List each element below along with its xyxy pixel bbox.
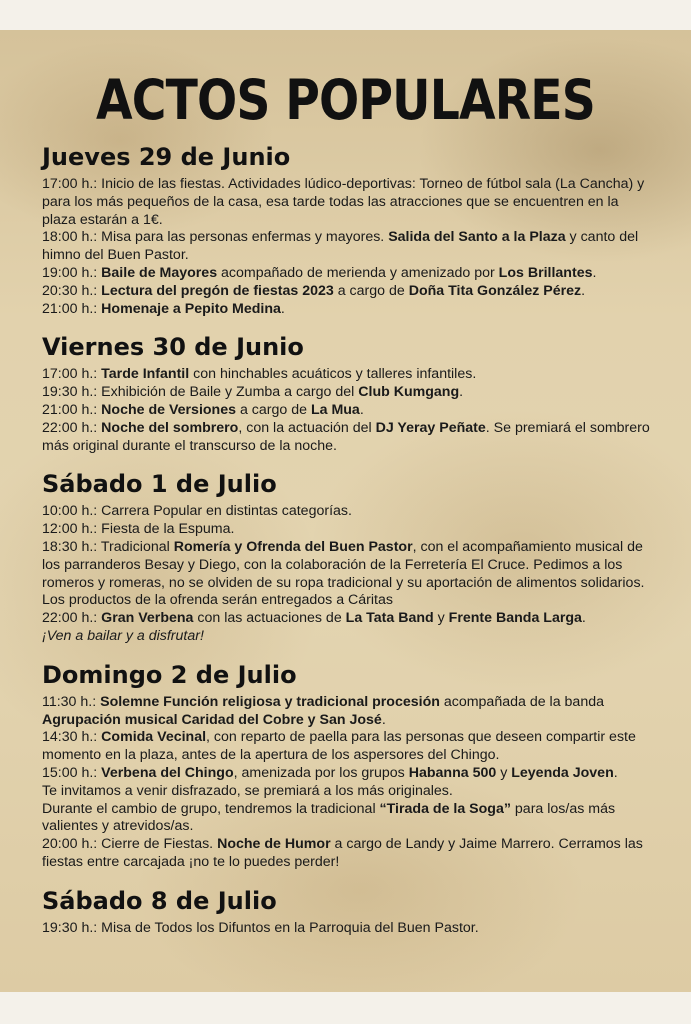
event-highlight: Romería y Ofrenda del Buen Pastor bbox=[173, 538, 413, 555]
event-text: 19:30 h.: Misa de Todos los Difuntos en la Parroquia del Buen Pastor. bbox=[42, 919, 479, 936]
day-section bbox=[42, 142, 654, 318]
event-text: 20:00 h.: Cierre de Fiestas. bbox=[42, 836, 218, 853]
event-line bbox=[42, 503, 654, 521]
day-section bbox=[42, 469, 654, 645]
day-heading: Sábado 1 de Julio bbox=[42, 470, 277, 499]
event-text: 11:30 h.: bbox=[42, 693, 101, 710]
event-line bbox=[42, 783, 654, 801]
event-highlight: Tarde Infantil bbox=[101, 366, 190, 383]
event-line bbox=[42, 694, 654, 730]
event-text: . bbox=[581, 610, 586, 627]
page-title: ACTOS POPULARES bbox=[96, 68, 595, 132]
event-highlight: Agrupación musical Caridad del Cobre y San José bbox=[42, 711, 382, 728]
event-text: . bbox=[613, 764, 618, 781]
event-line bbox=[42, 402, 654, 420]
event-text: acompañada de la banda bbox=[439, 693, 604, 710]
event-highlight: Lectura del pregón de fiestas 2023 bbox=[101, 282, 334, 299]
poster bbox=[0, 30, 691, 992]
event-text: a cargo de Landy y Jaime Marrero. Cerramos las fiestas entre carcajada ¡no te lo puedes perder! bbox=[42, 836, 643, 870]
event-text: , con el acompañamiento musical de los parranderos Besay y Diego, con la colaboración de la Ferretería El Cruce. Pedimos a los romeros y romeras, no se olviden de su ropa tradicional y su aportación de alimentos solidarios. bbox=[42, 538, 645, 591]
event-text: 18:30 h.: Tradicional bbox=[42, 538, 174, 555]
event-highlight: Baile de Mayores bbox=[101, 264, 218, 281]
event-line bbox=[42, 229, 654, 265]
event-line bbox=[42, 592, 654, 610]
event-text: . bbox=[581, 282, 586, 299]
program-content bbox=[42, 142, 654, 952]
event-highlight: Salida del Santo a la Plaza bbox=[388, 229, 566, 246]
event-line bbox=[42, 301, 654, 319]
event-text: y bbox=[496, 764, 512, 781]
event-text: Durante el cambio de grupo, tendremos la tradicional bbox=[42, 800, 380, 817]
event-text: , con reparto de paella para las personas que deseen compartir este momento en la plaza, antes de la apertura de los aspersores del Chingo. bbox=[42, 729, 636, 764]
event-text: 20:30 h.: bbox=[42, 282, 102, 299]
event-text: a cargo de bbox=[333, 282, 409, 299]
event-highlight: Gran Verbena bbox=[101, 610, 194, 627]
event-highlight: Homenaje a Pepito Medina bbox=[101, 300, 281, 317]
event-highlight: Habanna 500 bbox=[408, 764, 497, 781]
event-text: 14:30 h.: bbox=[42, 729, 102, 746]
event-highlight: Club Kumgang bbox=[358, 384, 460, 401]
event-line bbox=[42, 920, 654, 938]
event-line bbox=[42, 283, 654, 301]
event-line bbox=[42, 539, 654, 592]
event-text: 10:00 h.: Carrera Popular en distintas categorías. bbox=[42, 503, 352, 520]
event-highlight: Noche de Versiones bbox=[101, 401, 237, 418]
event-line bbox=[42, 176, 654, 229]
event-text: Los productos de la ofrenda serán entregados a Cáritas bbox=[42, 592, 393, 609]
event-line bbox=[42, 521, 654, 539]
event-highlight: Leyenda Joven bbox=[511, 764, 614, 781]
event-text: 21:00 h.: bbox=[42, 401, 102, 418]
event-text: 12:00 h.: Fiesta de la Espuma. bbox=[42, 521, 235, 538]
event-highlight: “Tirada de la Soga” bbox=[379, 800, 511, 817]
event-text: ¡Ven a bailar y a disfrutar! bbox=[42, 627, 204, 644]
event-line bbox=[42, 610, 654, 628]
event-text: a cargo de bbox=[236, 401, 311, 418]
event-text: 17:00 h.: Inicio de las fiestas. Actividades lúdico-deportivas: Torneo de fútbol sala (La Cancha) y para los más pequeños de la casa, esa tarde todas las atracciones que se encuentren en la plaza estarán a 1€. bbox=[42, 176, 645, 228]
event-line bbox=[42, 420, 654, 456]
event-line bbox=[42, 729, 654, 765]
event-line bbox=[42, 765, 654, 783]
event-text: 19:00 h.: bbox=[42, 264, 102, 281]
event-text: . bbox=[359, 401, 364, 418]
event-text: . bbox=[381, 711, 386, 728]
event-text: 17:00 h.: bbox=[42, 366, 102, 383]
event-text: . bbox=[280, 300, 285, 317]
event-highlight: Frente Banda Larga bbox=[448, 610, 582, 627]
event-text: 15:00 h.: bbox=[42, 764, 102, 781]
day-section bbox=[42, 886, 654, 938]
event-text: 22:00 h.: bbox=[42, 419, 102, 436]
event-line bbox=[42, 801, 654, 837]
event-text: y canto del himno del Buen Pastor. bbox=[42, 229, 639, 264]
event-line bbox=[42, 628, 654, 646]
event-line bbox=[42, 836, 654, 872]
event-text: , con la actuación del bbox=[238, 419, 376, 436]
event-text: con las actuaciones de bbox=[193, 610, 346, 627]
event-text: 18:00 h.: Misa para las personas enfermas y mayores. bbox=[42, 229, 389, 246]
day-heading: Jueves 29 de Junio bbox=[42, 143, 291, 171]
event-line bbox=[42, 366, 654, 384]
event-line bbox=[42, 384, 654, 402]
event-text: 21:00 h.: bbox=[42, 300, 102, 317]
event-highlight: La Mua bbox=[310, 401, 360, 418]
event-highlight: Noche del sombrero bbox=[101, 419, 239, 436]
event-text: , amenizada por los grupos bbox=[233, 764, 409, 781]
event-text: para los/as más valientes y atrevidos/as. bbox=[42, 800, 616, 835]
event-line bbox=[42, 265, 654, 283]
event-text: . Se premiará el sombrero más original durante el transcurso de la noche. bbox=[42, 419, 650, 454]
event-text: 22:00 h.: bbox=[42, 610, 102, 627]
event-text: con hinchables acuáticos y talleres infantiles. bbox=[189, 366, 477, 383]
event-highlight: Los Brillantes bbox=[498, 264, 593, 281]
day-section bbox=[42, 660, 654, 872]
day-heading: Sábado 8 de Julio bbox=[42, 886, 277, 915]
event-highlight: Doña Tita González Pérez bbox=[408, 282, 582, 299]
event-text: 19:30 h.: Exhibición de Baile y Zumba a cargo del bbox=[42, 384, 359, 401]
event-text: Te invitamos a venir disfrazado, se premiará a los más originales. bbox=[42, 782, 453, 799]
event-text: y bbox=[433, 610, 449, 627]
event-text: . bbox=[459, 384, 464, 401]
event-text: . bbox=[592, 264, 597, 281]
event-highlight: DJ Yeray Peñate bbox=[375, 419, 486, 436]
event-highlight: Comida Vecinal bbox=[101, 729, 207, 746]
event-highlight: La Tata Band bbox=[345, 610, 434, 627]
day-heading: Domingo 2 de Julio bbox=[42, 660, 297, 689]
event-text: acompañado de merienda y amenizado por bbox=[217, 264, 499, 281]
day-section bbox=[42, 332, 654, 455]
event-highlight: Solemne Función religiosa y tradicional procesión bbox=[100, 693, 440, 710]
day-heading: Viernes 30 de Junio bbox=[42, 333, 304, 362]
event-highlight: Noche de Humor bbox=[217, 836, 331, 853]
event-highlight: Verbena del Chingo bbox=[101, 764, 234, 781]
